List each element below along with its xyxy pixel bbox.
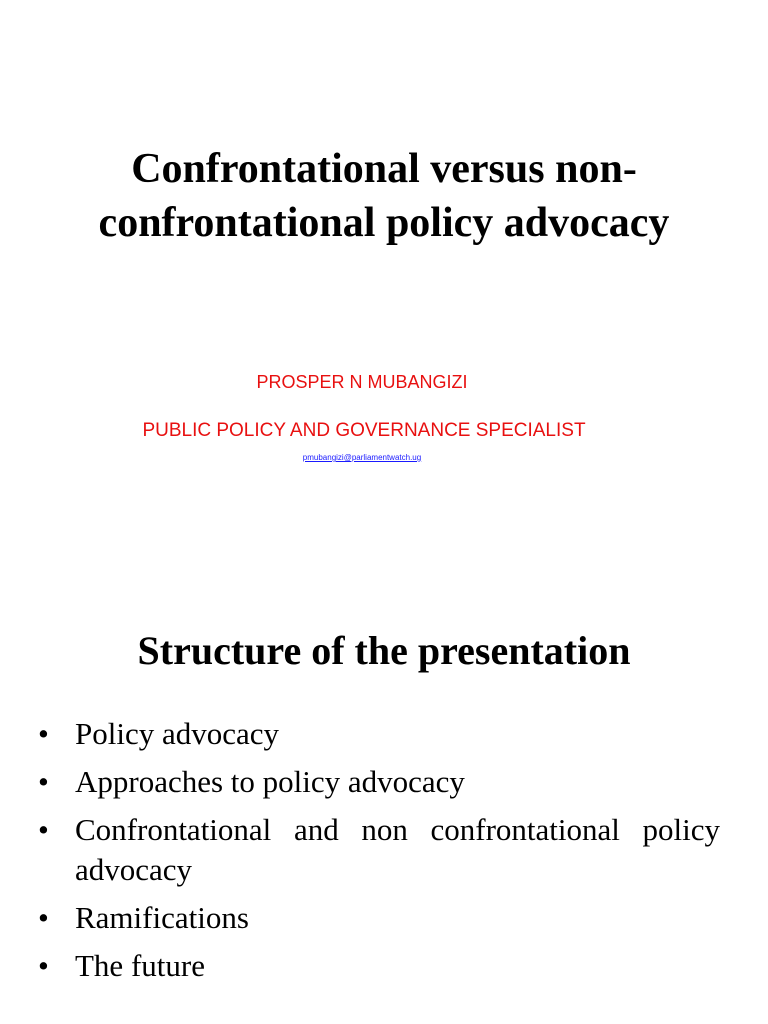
slide-structure bbox=[0, 576, 768, 1024]
author-role: PUBLIC POLICY AND GOVERNANCE SPECIALIST bbox=[142, 420, 586, 441]
list-item bbox=[38, 946, 720, 986]
bullet-icon: • bbox=[38, 716, 49, 751]
list-item bbox=[38, 898, 720, 938]
list-item bbox=[38, 714, 720, 754]
bullet-list bbox=[38, 714, 720, 994]
bullet-icon: • bbox=[38, 812, 49, 847]
list-item-text: Policy advocacy bbox=[75, 716, 280, 751]
presentation-title bbox=[40, 142, 728, 250]
title-line-2: confrontational policy advocacy bbox=[98, 200, 670, 246]
email-link[interactable]: pmubangizi@parliamentwatch.ug bbox=[302, 453, 422, 462]
list-item-text: Confrontational and non confrontational policy advocacy bbox=[75, 812, 720, 887]
list-item-text: Ramifications bbox=[75, 900, 249, 935]
title-line-1: Confrontational versus non- bbox=[131, 146, 637, 192]
author-name: PROSPER N MUBANGIZI bbox=[256, 372, 468, 392]
list-item bbox=[38, 762, 720, 802]
bullet-icon: • bbox=[38, 948, 49, 983]
bullet-icon: • bbox=[38, 900, 49, 935]
slide-heading: Structure of the presentation bbox=[137, 628, 631, 673]
list-item-text: Approaches to policy advocacy bbox=[75, 764, 465, 799]
list-item-text: The future bbox=[75, 948, 205, 983]
list-item bbox=[38, 810, 720, 890]
bullet-icon: • bbox=[38, 764, 49, 799]
